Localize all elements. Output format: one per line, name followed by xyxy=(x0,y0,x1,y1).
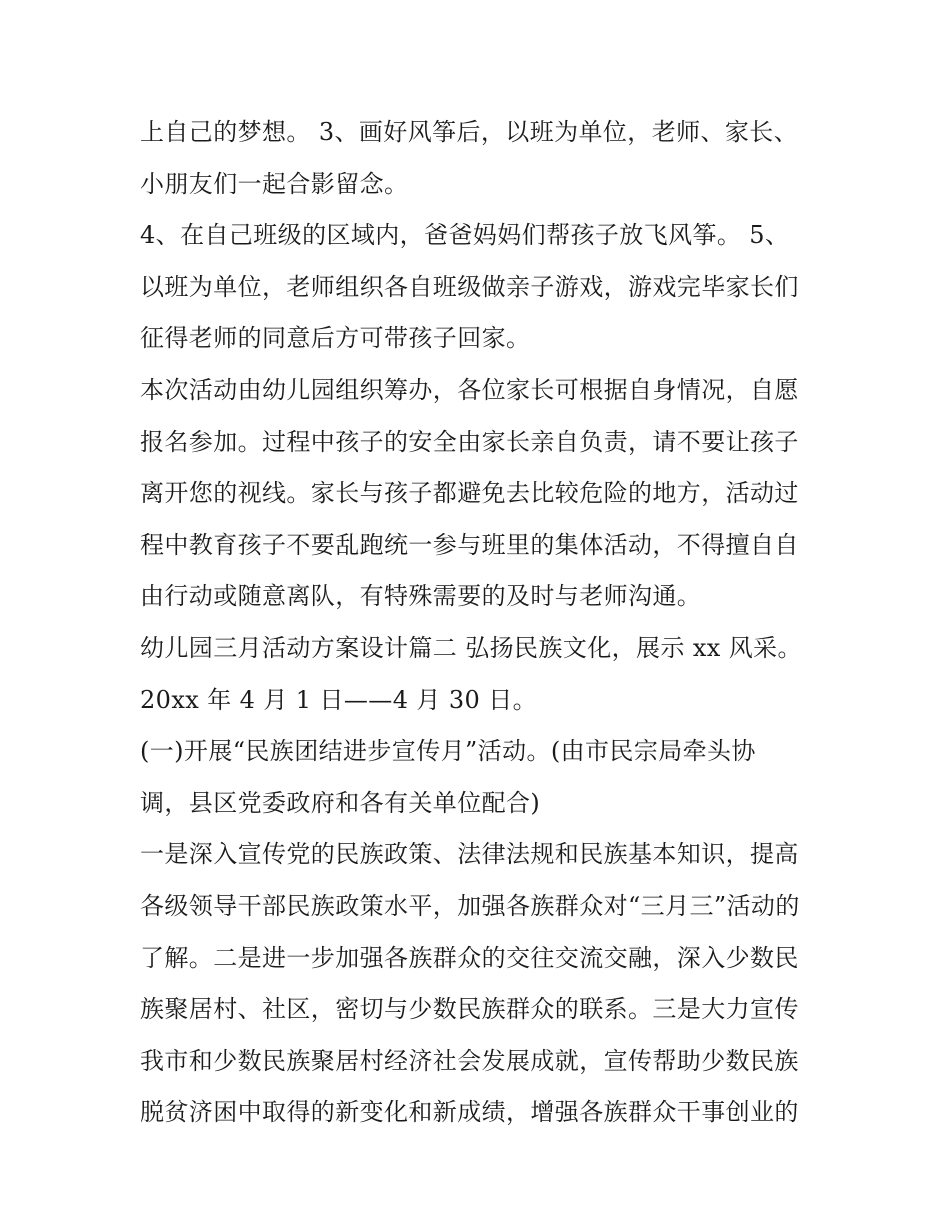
text-line-6: 本次活动由幼儿园组织筹办，各位家长可根据自身情况，自愿 xyxy=(140,375,799,404)
text-line-5: 征得老师的同意后方可带孩子回家。 xyxy=(140,324,531,353)
text-line-20: 脱贫济困中取得的新变化和新成绩，增强各族群众干事创业的 xyxy=(140,1098,799,1127)
text-line-9: 程中教育孩子不要乱跑统一参与班里的集体活动，不得擅自自 xyxy=(140,530,799,559)
text-line-13: (一)开展“民族团结进步宣传月”活动。(由市民宗局牵头协 xyxy=(140,737,756,766)
text-line-17: 了解。二是进一步加强各族群众的交往交流交融，深入少数民 xyxy=(140,943,799,972)
text-line-18: 族聚居村、社区，密切与少数民族群众的联系。三是大力宣传 xyxy=(140,995,799,1024)
text-line-4: 以班为单位，老师组织各自班级做亲子游戏，游戏完毕家长们 xyxy=(140,272,799,301)
text-line-11: 幼儿园三月活动方案设计篇二 弘扬民族文化，展示 xx 风采。 xyxy=(140,633,802,662)
document-body xyxy=(140,107,820,1139)
text-line-7: 报名参加。过程中孩子的安全由家长亲自负责，请不要让孩子 xyxy=(140,427,799,456)
text-line-19: 我市和少数民族聚居村经济社会发展成就，宣传帮助少数民族 xyxy=(140,1046,799,1075)
text-line-14: 调，县区党委政府和各有关单位配合) xyxy=(140,788,541,817)
text-line-15: 一是深入宣传党的民族政策、法律法规和民族基本知识，提高 xyxy=(140,840,799,869)
text-line-1: 上自己的梦想。 3、画好风筝后，以班为单位，老师、家长、 xyxy=(140,118,799,146)
text-line-2: 小朋友们一起合影留念。 xyxy=(140,169,409,198)
text-line-10: 由行动或随意离队，有特殊需要的及时与老师沟通。 xyxy=(140,582,702,611)
text-line-12: 20xx 年 4 月 1 日——4 月 30 日。 xyxy=(140,685,537,714)
text-line-3: 4、在自己班级的区域内，爸爸妈妈们帮孩子放飞风筝。 5、 xyxy=(140,221,790,250)
text-line-16: 各级领导干部民族政策水平，加强各族群众对“三月三”活动的 xyxy=(140,891,800,920)
text-line-8: 离开您的视线。家长与孩子都避免去比较危险的地方，活动过 xyxy=(140,479,799,508)
